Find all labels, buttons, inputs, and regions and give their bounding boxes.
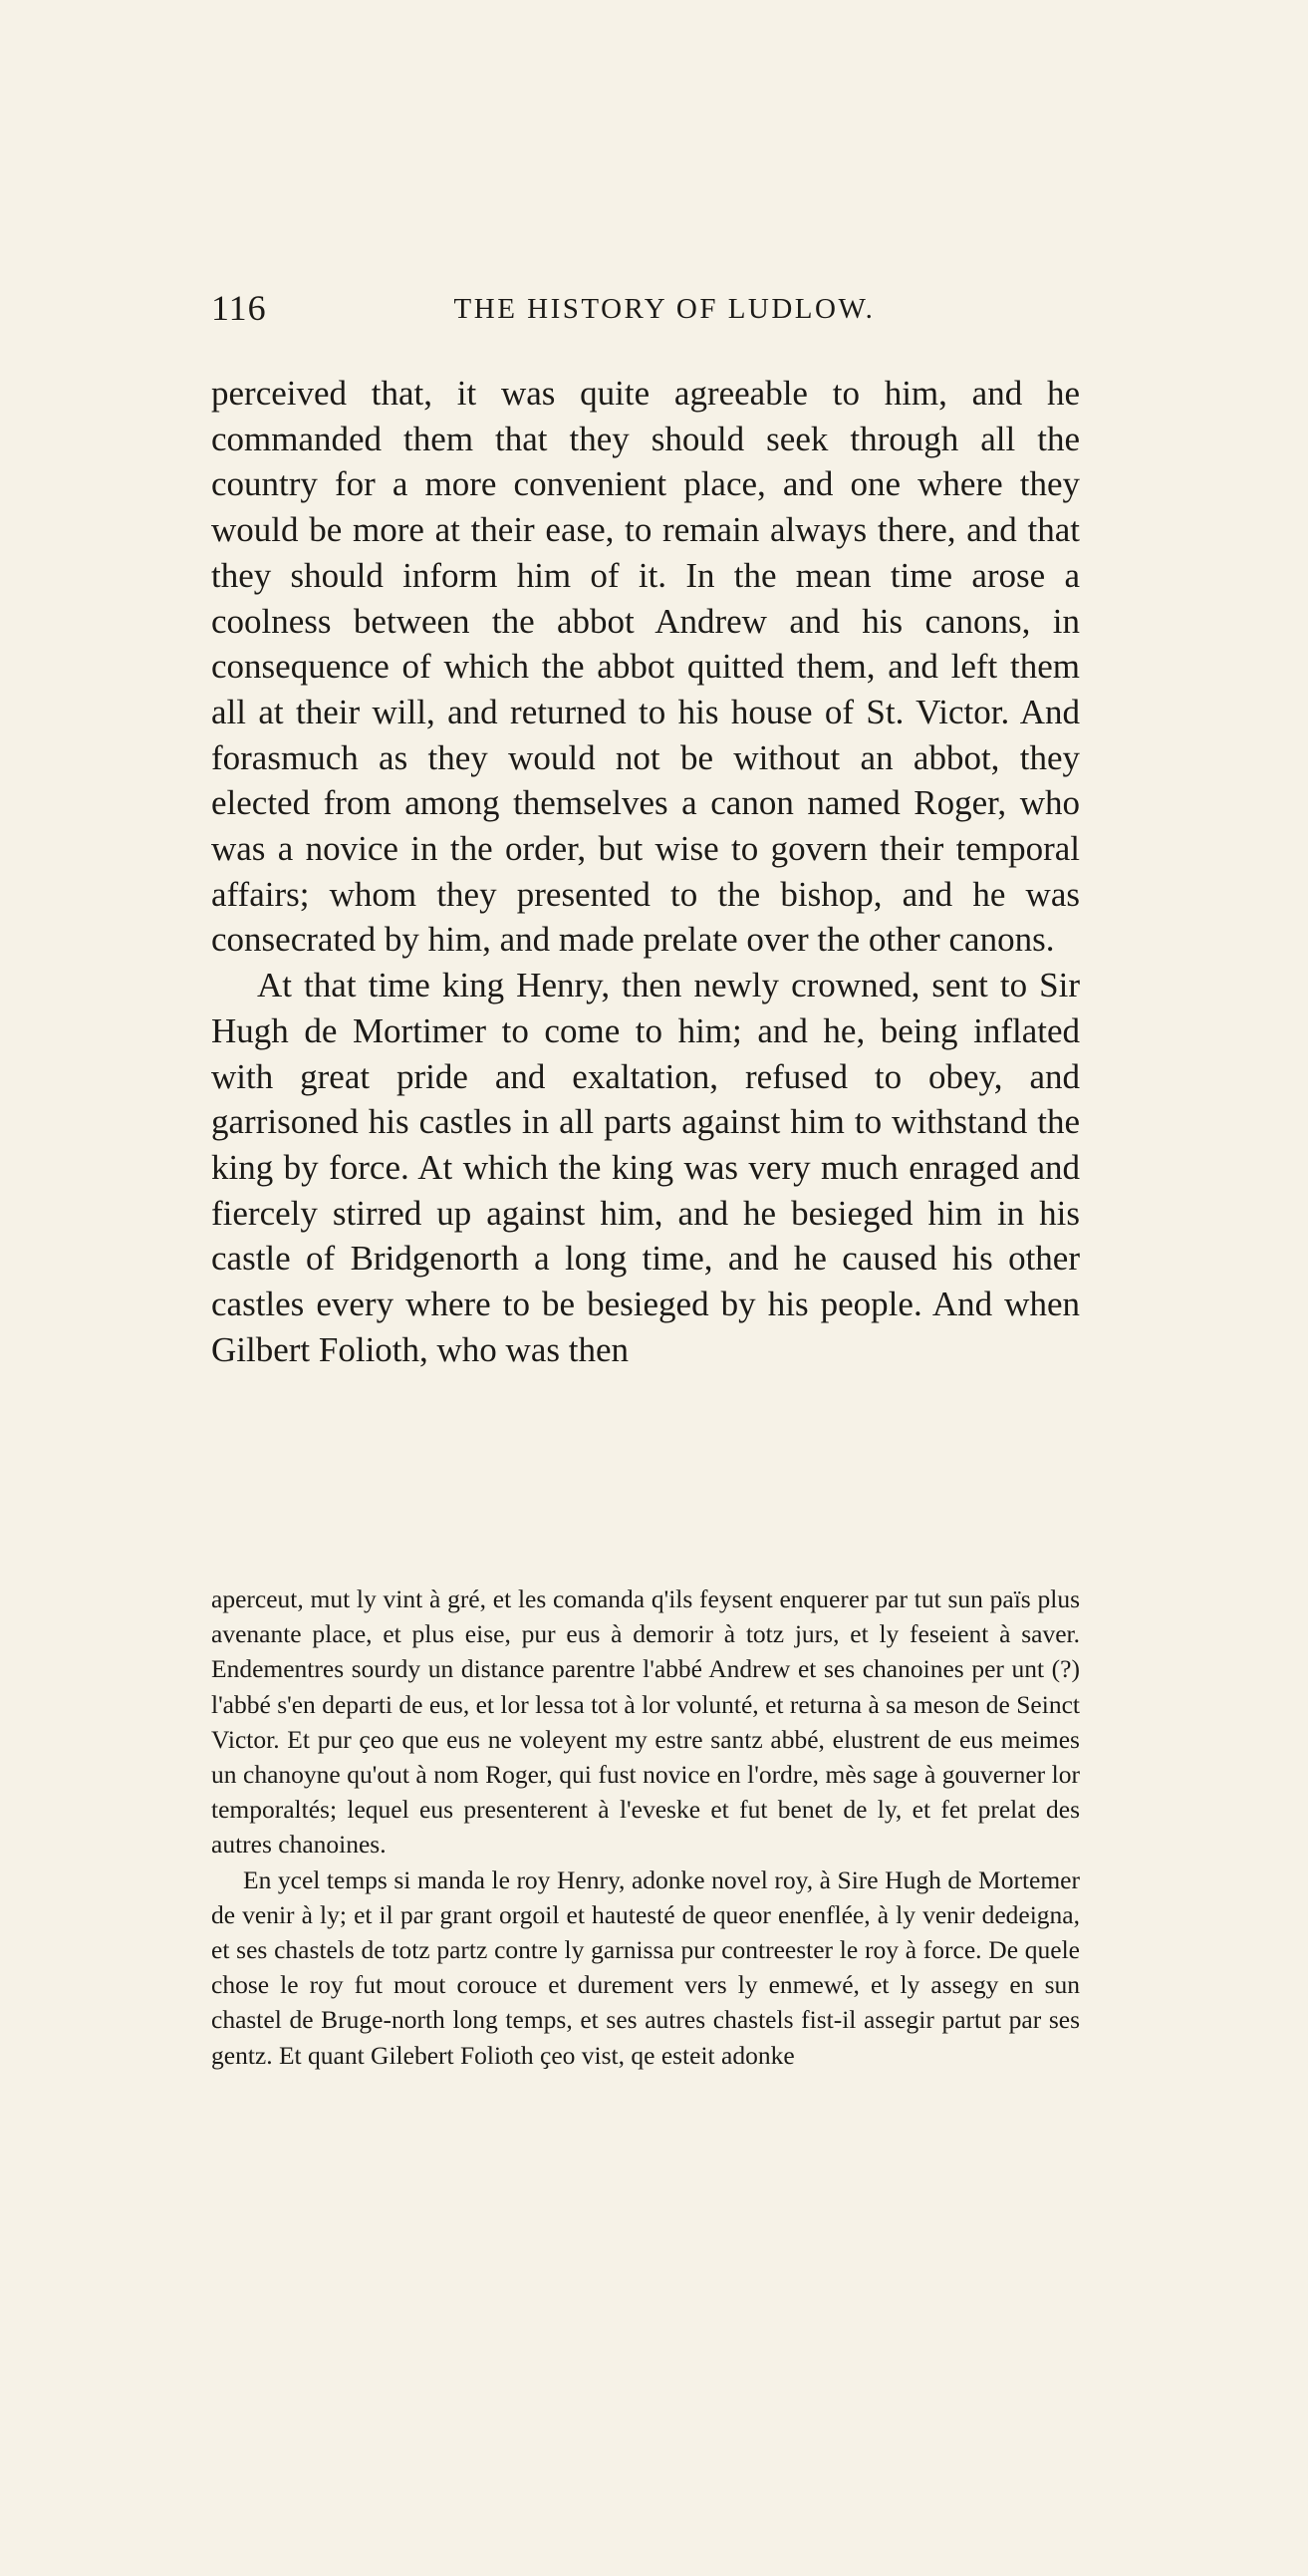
page-number: 116 bbox=[211, 288, 267, 328]
french-paragraph-2: En ycel temps si manda le roy Henry, adonke novel roy, à Sire Hugh de Mortemer de venir à ly; et il par grant orgoil et hautesté de queor enenflée, à ly venir dedeigna, et ses chastels de totz partz contre ly garnissa pur contreester le roy à force. De quele chose le roy fut mout corouce et durement vers ly enmewé, et ly assegy en sun chastel de Bruge-north long temps, et ses autres chastels fist-il assegir partut par ses gentz. Et quant Gilebert Folioth ҫeo vist, qe esteit adonke bbox=[211, 1864, 1080, 2070]
paragraph-2: At that time king Henry, then newly crowned, sent to Sir Hugh de Mortimer to come to him; and he, being inflated with great pride and exaltation, refused to obey, and garrisoned his castles in all parts against him to withstand the king by force. At which the king was very much enraged and fiercely stirred up against him, and he besieged him in his castle of Bridgenorth a long time, and he caused his other castles every where to be besieged by his people. And when Gilbert Folioth, who was then bbox=[211, 966, 1080, 1369]
running-title: THE HISTORY OF LUDLOW. bbox=[453, 293, 876, 325]
page-header bbox=[211, 287, 1078, 331]
anglo-norman-original bbox=[211, 1581, 1080, 2073]
french-paragraph-1: aperceut, mut ly vint à gré, et les comanda q'ils feysent enquerer par tut sun païs plus avenante place, et plus eise, pur eus à demorir à totz jurs, et ly feseient à saver. Endementres sourdy un distance parentre l'abbé Andrew et ses chanoines per unt (?) l'abbé s'en departi de eus, et lor lessa tot à lor volunté, et returna à sa meson de Seinct Victor. Et pur ҫeo que eus ne voleyent my estre santz abbé, elustrent de eus meimes un chanoyne qu'out à nom Roger, qui fust novice en l'ordre, mès sage à gouverner lor temporaltés; lequel eus presenterent à l'eveske et fut benet de ly, et fet prelat des autres chanoines. bbox=[211, 1584, 1080, 1860]
english-translation bbox=[211, 371, 1080, 1372]
paragraph-1: perceived that, it was quite agreeable to him, and he commanded them that they should seek through all the country for a more convenient place, and one where they would be more at their ease, to remain always there, and that they should inform him of it. In the mean time arose a coolness between the abbot Andrew and his canons, in consequence of which the abbot quitted them, and left them all at their will, and returned to his house of St. Victor. And forasmuch as they would not be without an abbot, they elected from among themselves a canon named Roger, who was a novice in the order, but wise to govern their temporal affairs; whom they presented to the bishop, and he was consecrated by him, and made prelate over the other canons. bbox=[211, 374, 1080, 960]
